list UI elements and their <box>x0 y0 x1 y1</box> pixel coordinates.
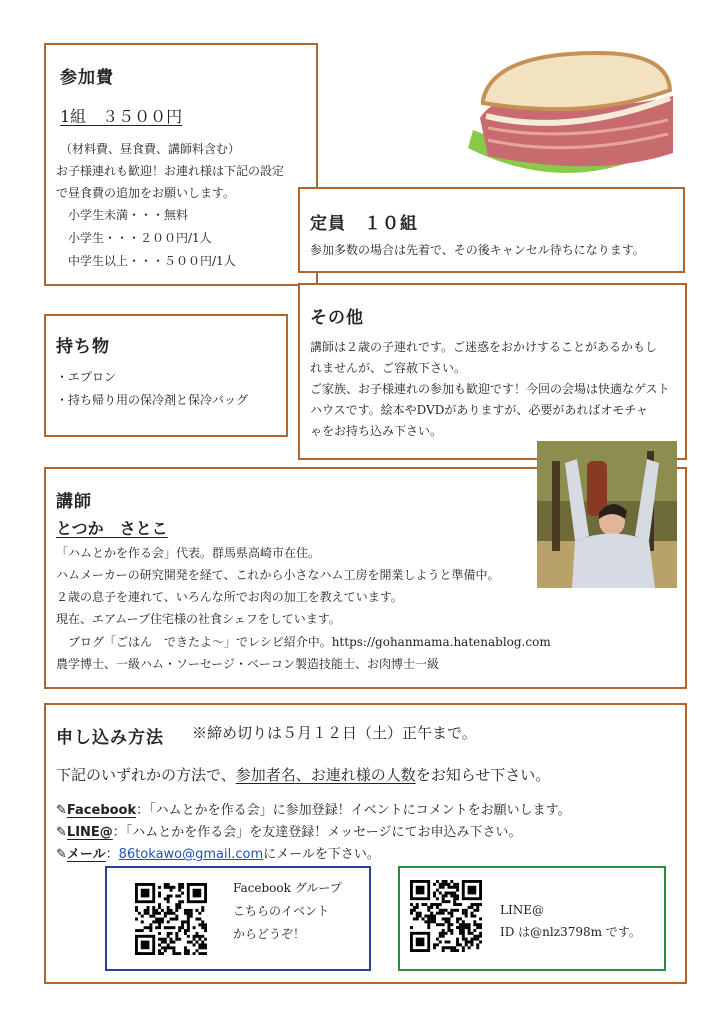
capacity-desc: 参加多数の場合は先着で、その後キャンセル待ちになります。 <box>310 243 645 257</box>
fee-desc-2: で昼食費の追加をお願いします。 <box>56 186 236 200</box>
line-qr-box <box>398 866 666 971</box>
other-line: 講師は２歳の子連れです。ご迷惑をおかけすることがあるかもし <box>310 340 658 354</box>
sandwich-illustration <box>458 48 686 190</box>
fee-price: 1組 ３５００円 <box>60 107 183 126</box>
fee-includes: （材料費、昼食費、講師料含む） <box>60 142 241 156</box>
facebook-qr-code[interactable] <box>135 883 207 955</box>
facebook-box-line: Facebook グループ <box>233 881 342 895</box>
instructor-line: 「ハムとかを作る会」代表。群馬県高崎市在住。 <box>56 546 321 560</box>
capacity-box <box>298 187 685 273</box>
line-box-line: ID は@nlz3798m です。 <box>500 925 641 939</box>
instructor-photo <box>537 441 677 588</box>
instructor-line: 農学博士、一級ハム・ソーセージ・ベーコン製造技能士、お肉博士一級 <box>56 657 440 671</box>
instructor-line: 現在、エアムーブ住宅様の社食シェフをしています。 <box>56 612 341 626</box>
belongings-box <box>44 314 288 437</box>
fee-item: 小学生・・・２００円/1人 <box>68 231 212 245</box>
belongings-title: 持ち物 <box>56 337 110 357</box>
pencil-icon: ✎ <box>56 847 67 862</box>
apply-title: 申し込み方法 <box>56 728 164 748</box>
apply-intro <box>56 768 550 783</box>
apply-intro-pre: 下記のいずれかの方法で、 <box>56 766 236 784</box>
fee-title: 参加費 <box>60 68 114 88</box>
line-box-line: LINE@ <box>500 903 544 917</box>
instructor-line: ハムメーカーの研究開発を経て、これから小さなハム工房を開業しようと準備中。 <box>56 568 500 582</box>
other-line: ゃをお持ち込み下さい。 <box>310 424 443 438</box>
email-link[interactable]: 86tokawo@gmail.com <box>118 847 264 862</box>
method-email <box>56 848 380 861</box>
fee-item: 小学生未満・・・無料 <box>68 208 189 222</box>
instructor-line: ２歳の息子を連れて、いろんな所でお肉の加工を教えています。 <box>56 590 403 604</box>
apply-intro-post: をお知らせ下さい。 <box>415 766 551 784</box>
method-facebook <box>56 804 571 817</box>
email-sep: ： <box>105 847 119 862</box>
instructor-title: 講師 <box>56 492 92 512</box>
facebook-qr-box <box>105 866 371 971</box>
fee-box <box>44 43 318 286</box>
apply-intro-sep: 、 <box>295 766 311 784</box>
facebook-box-line: こちらのイベント <box>233 904 330 918</box>
capacity-title: 定員 １０組 <box>310 214 418 234</box>
email-label: メール <box>66 847 106 862</box>
apply-deadline: ※締め切りは５月１２日（土）正午まで。 <box>192 724 477 742</box>
method-line <box>56 826 522 839</box>
line-label[interactable]: LINE@ <box>66 825 113 840</box>
other-line: ご家族、お子様連れの参加も歓迎です！今回の会場は快適なゲスト <box>310 382 670 396</box>
fee-item: 中学生以上・・・５００円/1人 <box>68 254 236 268</box>
belongings-item: ・エプロン <box>56 370 117 384</box>
other-box <box>298 283 687 460</box>
facebook-label[interactable]: Facebook <box>66 803 137 818</box>
apply-intro-companions: お連れ様の人数 <box>310 766 416 784</box>
pencil-icon: ✎ <box>56 825 67 840</box>
line-qr-code[interactable] <box>410 880 482 952</box>
facebook-box-line: からどうぞ！ <box>233 927 306 941</box>
pencil-icon: ✎ <box>56 803 67 818</box>
other-title: その他 <box>310 308 364 328</box>
instructor-name: とつか さとこ <box>56 519 168 538</box>
belongings-item: ・持ち帰り用の保冷剤と保冷バッグ <box>56 393 249 407</box>
fee-desc-1: お子様連れも歓迎！お連れ様は下記の設定 <box>56 164 285 178</box>
instructor-line: ブログ「ごはん できたよ～」でレシピ紹介中。https://gohanmama.hatenablog.com <box>56 635 551 649</box>
other-line: ハウスです。絵本やDVDがありますが、必要があればオモチャ <box>310 403 649 417</box>
email-text: にメールを下さい。 <box>263 847 380 862</box>
facebook-text: ：「ハムとかを作る会」に参加登録！イベントにコメントをお願いします。 <box>136 803 571 818</box>
other-line: れませんが、ご容赦下さい。 <box>310 361 467 375</box>
apply-intro-participant: 参加者名 <box>235 766 296 784</box>
line-text: ：「ハムとかを作る会」を友達登録！メッセージにてお申込み下さい。 <box>112 825 522 840</box>
